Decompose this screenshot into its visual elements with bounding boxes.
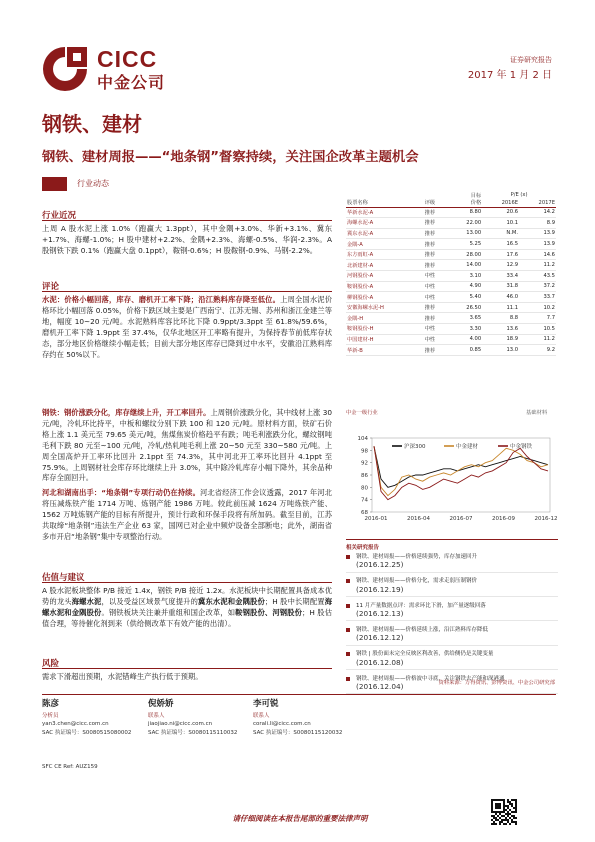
qr-module <box>497 799 499 801</box>
analyst-license: SAC 执证编号：S0080515080002 <box>42 729 132 736</box>
x-tick-label: 2016-12 <box>534 516 558 522</box>
related-report-title: 钢铁 | 股份面未完全反映区利改善，供给侧仍是关键变量 <box>356 651 494 658</box>
stock-highlight: 鞍钢股份、河钢股份 <box>235 607 303 617</box>
qr-module <box>513 821 515 823</box>
qr-module <box>507 799 509 801</box>
pe-2016e: 18.9 <box>482 334 519 345</box>
section-title-valuation: 估值与建议 <box>42 573 85 583</box>
qr-module <box>491 815 493 817</box>
qr-module <box>507 801 509 803</box>
qr-module <box>511 805 513 807</box>
related-report-title: 11 月产量数据点评：需求环比下滑，加产量逐级回落 <box>356 602 486 609</box>
qr-module <box>509 813 511 815</box>
qr-module <box>499 805 501 807</box>
analyst-license: SAC 执证编号：S0080115120032 <box>253 729 343 736</box>
stock-highlight: 海螺水泥 <box>71 596 102 606</box>
table-row <box>346 345 556 356</box>
related-report-title: 钢铁、建材周报——价格波中寻底，关注钢铁去产能和深港通 <box>356 675 505 682</box>
analyst-email[interactable]: corali.li@cicc.com.cn <box>253 721 311 728</box>
qr-module <box>515 823 517 825</box>
table-row <box>346 302 556 313</box>
qr-module <box>505 809 507 811</box>
series-line <box>374 446 548 500</box>
qr-module <box>501 815 503 817</box>
qr-module <box>509 803 511 805</box>
valuation-text: ；H 股估值合理，等待催化剂到来（供给侧改革下有效产能的出清）。 <box>42 607 333 628</box>
target-price: 3.65 <box>448 313 482 324</box>
qr-module <box>501 799 503 801</box>
related-report-date: (2016.12.08) <box>356 657 404 667</box>
chart-source: 基础材料 <box>526 410 548 416</box>
stock-name: 华新水泥-A <box>346 207 424 218</box>
related-report-item[interactable] <box>346 650 558 670</box>
logo-text-en: CICC <box>97 46 158 72</box>
ratings-table <box>346 191 556 356</box>
stock-name: 柳钢股份-A <box>346 292 424 303</box>
qr-module <box>515 799 517 801</box>
qr-module <box>493 823 495 825</box>
x-tick-label: 2016-09 <box>492 516 515 522</box>
legend-label: 中金钢铁 <box>510 444 533 450</box>
qr-module <box>495 803 497 805</box>
risk-text: 需求下滑超出预期，水泥错峰生产执行低于预期。 <box>42 672 203 681</box>
pe-2017e: 33.7 <box>519 292 556 303</box>
stock-name: 冀东水泥-A <box>346 228 424 239</box>
related-report-title: 钢铁、建材周报——价格延续强势，库存加速回升 <box>356 554 478 560</box>
rating: 推荐 <box>424 249 449 260</box>
stock-highlight: 海螺水泥和金隅股份 <box>42 596 333 617</box>
qr-module <box>513 815 515 817</box>
steel-paragraph <box>42 408 332 484</box>
qr-module <box>505 819 507 821</box>
qr-module <box>499 817 501 819</box>
legend-label: 中金建材 <box>456 444 479 450</box>
pe-2016e: 17.6 <box>482 249 519 260</box>
qr-module <box>511 799 513 801</box>
qr-module <box>509 809 511 811</box>
pe-2016e: 10.1 <box>482 218 519 229</box>
target-price: 4.90 <box>448 281 482 292</box>
stock-name: 金隅-A <box>346 239 424 250</box>
hebei-headline: 河北和湖南出手：“地条钢”专项行动仍在持续。 <box>42 488 200 497</box>
rating: 中性 <box>424 324 449 335</box>
pe-2017e: 13.9 <box>519 228 556 239</box>
pe-2016e: 13.6 <box>482 324 519 335</box>
chart-title: 中金一级行业 <box>346 410 378 416</box>
steel-headline: 钢铁：钢价涨跌分化，库存继续上升，开工率回升。 <box>42 408 211 417</box>
qr-module <box>493 815 495 817</box>
analyst-name: 陈彦 <box>42 699 60 709</box>
qr-module <box>497 815 499 817</box>
pe-2017e: 10.2 <box>519 302 556 313</box>
analyst-card <box>253 700 403 737</box>
y-tick-label: 98 <box>361 448 368 455</box>
bullet-icon <box>346 579 350 583</box>
table-header: 股票名称 <box>346 199 424 207</box>
pe-2017e: 8.9 <box>519 218 556 229</box>
qr-module <box>493 811 495 813</box>
section-divider <box>346 539 558 540</box>
qr-module <box>491 801 493 803</box>
qr-module <box>497 805 499 807</box>
qr-module <box>507 807 509 809</box>
qr-module <box>491 807 493 809</box>
pe-2016e: 11.1 <box>482 302 519 313</box>
target-price: 4.00 <box>448 334 482 345</box>
rating: 推荐 <box>424 239 449 250</box>
qr-module <box>515 801 517 803</box>
target-price: 3.30 <box>448 324 482 335</box>
qr-module <box>509 801 511 803</box>
qr-module <box>505 805 507 807</box>
rating: 推荐 <box>424 313 449 324</box>
x-tick-label: 2016-07 <box>449 516 473 522</box>
qr-module <box>515 805 517 807</box>
stock-name: 华新-B <box>346 345 424 356</box>
qr-module <box>499 813 501 815</box>
table-row <box>346 207 556 218</box>
qr-module <box>495 813 497 815</box>
qr-module <box>513 799 515 801</box>
pe-2016e: N.M. <box>482 228 519 239</box>
table-row <box>346 228 556 239</box>
qr-module <box>509 823 511 825</box>
qr-module <box>515 803 517 805</box>
table-header: 2017E <box>519 199 556 207</box>
bullet-icon <box>346 555 350 559</box>
qr-module <box>495 817 497 819</box>
industry-overview-text: 上周 A 股水泥上涨 1.0%（跑赢大 1.3ppt），其中金隅+3.0%、华新+3.1%、冀东+1.7%、海螺-1.0%；H 股中建材+2.2%、金隅+2.3%、海螺-0.5%、华润-2.3%。A 股钢铁下跌 0.1%（跑赢大盘 0.1ppt），鞍钢-0.6%；H 股鞍钢-0.9%、马钢-2.2%。 <box>42 224 332 255</box>
qr-module <box>497 807 499 809</box>
related-list <box>346 553 558 699</box>
bullet-icon <box>346 677 350 681</box>
rating: 推荐 <box>424 302 449 313</box>
related-report-date: (2016.12.04) <box>356 681 404 691</box>
qr-module <box>495 807 497 809</box>
section-title-risk: 风险 <box>42 659 60 669</box>
pe-2017e: 14.2 <box>519 207 556 218</box>
qr-module <box>515 821 517 823</box>
qr-module <box>507 821 509 823</box>
rating: 推荐 <box>424 207 449 218</box>
hebei-body: 河北省经济工作会议透露，2017 年河北将压减炼铁产能 1714 万吨、炼钢产能 1986 万吨。较此前压减 1624 万吨炼铁产能、1562 万吨炼钢产能的目标有所提升，预计行政和环保手段将有所加码。截至目前，江苏共取缔“地条钢”违法生产企业 63 家，国网已对企业中频炉设备全部断电；此外，湖南省多市开启“地条钢”集中专项整治行动。 <box>42 488 332 541</box>
series-line <box>374 446 548 495</box>
qr-module <box>503 819 505 821</box>
qr-module <box>499 823 501 825</box>
qr-module <box>491 811 493 813</box>
qr-module <box>499 799 501 801</box>
qr-module <box>493 821 495 823</box>
qr-module <box>513 807 515 809</box>
legend-label: 沪深300 <box>404 444 426 450</box>
target-price: 5.40 <box>448 292 482 303</box>
section-title-industry: 行业近况 <box>42 211 77 221</box>
analyst-email[interactable]: yan3.chen@cicc.com.cn <box>42 721 109 728</box>
pe-2016e: 13.0 <box>482 345 519 356</box>
qr-module <box>497 819 499 821</box>
qr-module <box>495 823 497 825</box>
section-divider <box>42 668 332 669</box>
rating: 中性 <box>424 271 449 282</box>
qr-module <box>507 819 509 821</box>
related-report-title: 钢铁、建材周报——价格延续上涨，沿江熟料库存降低 <box>356 626 489 633</box>
related-report-title: 钢铁、建材周报——价格分化，需求走弱压制钢价 <box>356 578 478 585</box>
report-title: 钢铁、建材周报——“地条钢”督察持续，关注国企改革主题机会 <box>42 150 419 165</box>
qr-module <box>499 803 501 805</box>
performance-chart <box>346 400 558 530</box>
qr-module <box>511 803 513 805</box>
section-divider <box>42 291 332 292</box>
table-row <box>346 218 556 229</box>
table-row <box>346 281 556 292</box>
pe-2016e: 12.9 <box>482 260 519 271</box>
qr-module <box>511 815 513 817</box>
rating: 中性 <box>424 292 449 303</box>
pe-2017e: 11.2 <box>519 260 556 271</box>
table-row <box>346 271 556 282</box>
qr-module <box>515 817 517 819</box>
cement-body: 上周全国水泥价格环比小幅回落 0.05%，价格下跌区域主要是广西南宁、江苏无锡、苏州和浙江金建兰等地，幅度 10~20 元/吨。水泥熟料库容比环比下降 0.9ppt/3.3ppt 至 61.8%/59.6%，磨机开工率下降 1.9ppt 至 37.4%，仅华北地区开工率略有提升，为保持春节前低库存状态，部分地区价格继续小幅走低；目前大部分地区库存已降到过中水平，安徽沿江熟料库存约在 50%以下。 <box>42 295 333 359</box>
pe-2016e: 20.6 <box>482 207 519 218</box>
qr-module <box>491 823 493 825</box>
related-report-item[interactable] <box>346 553 558 573</box>
qr-module <box>515 811 517 813</box>
stock-name: 金隅-H <box>346 313 424 324</box>
pe-2017e: 7.7 <box>519 313 556 324</box>
table-header: 2016E <box>482 199 519 207</box>
qr-module <box>491 805 493 807</box>
cicc-logo-icon <box>40 44 90 94</box>
section-title-comment: 评论 <box>42 282 60 292</box>
related-report-item[interactable] <box>346 577 558 597</box>
qr-module <box>503 801 505 803</box>
qr-module <box>499 807 501 809</box>
y-tick-label: 92 <box>361 460 368 467</box>
pe-2016e: 33.4 <box>482 271 519 282</box>
sfc-ref: SFC CE Ref: AUZ159 <box>42 764 98 770</box>
stock-name: 鞍钢股份-H <box>346 324 424 335</box>
pe-2016e: 16.5 <box>482 239 519 250</box>
qr-module <box>505 823 507 825</box>
qr-module <box>513 817 515 819</box>
related-report-date: (2016.12.12) <box>356 633 404 643</box>
tag-bar <box>42 177 67 191</box>
qr-module <box>493 799 495 801</box>
analyst-name: 倪娇娇 <box>148 699 174 709</box>
pe-2016e: 46.0 <box>482 292 519 303</box>
bullet-icon <box>346 652 350 656</box>
qr-module <box>493 817 495 819</box>
qr-module <box>511 819 513 821</box>
qr-module <box>503 809 505 811</box>
qr-module <box>515 809 517 811</box>
qr-module <box>497 811 499 813</box>
stock-name: 鞍钢股份-A <box>346 281 424 292</box>
qr-module <box>503 815 505 817</box>
stock-highlight: 冀东水泥和金隅股份 <box>198 596 265 606</box>
valuation-text: A 股水泥板块整体 P/B 接近 1.4x，钢铁 P/B 接近 1.2x。水泥板块中长期配置具备成本优势的龙头 <box>42 586 332 606</box>
pe-2016e: 31.8 <box>482 281 519 292</box>
table-row <box>346 292 556 303</box>
section-divider <box>42 220 332 221</box>
target-price: 0.85 <box>448 345 482 356</box>
qr-module <box>507 811 509 813</box>
qr-module <box>495 811 497 813</box>
target-price: 26.50 <box>448 302 482 313</box>
legal-disclaimer: 请仔细阅读在本报告尾部的重要法律声明 <box>232 814 368 823</box>
bullet-icon <box>346 604 350 608</box>
section-divider <box>42 582 332 583</box>
analyst-role: 联系人 <box>253 712 270 719</box>
qr-module <box>497 803 499 805</box>
rating: 中性 <box>424 281 449 292</box>
qr-module <box>491 803 493 805</box>
qr-module <box>511 811 513 813</box>
x-tick-label: 2016-01 <box>364 516 388 522</box>
target-price: 22.00 <box>448 218 482 229</box>
stock-name: 中国建材-H <box>346 334 424 345</box>
table-header: 评级 <box>424 199 449 207</box>
y-tick-label: 68 <box>361 510 368 516</box>
related-report-date: (2016.12.25) <box>356 560 404 570</box>
pe-2017e: 43.5 <box>519 271 556 282</box>
qr-module <box>503 803 505 805</box>
cement-headline: 水泥：价格小幅回落，库存、磨机开工率下降；沿江熟料库存降至低位。 <box>42 295 281 304</box>
sector-title: 钢铁、建材 <box>42 112 142 136</box>
valuation-text: ，以及受益区域景气度提升的 <box>101 596 199 606</box>
qr-module <box>501 821 503 823</box>
y-tick-label: 86 <box>361 473 368 479</box>
pe-2017e: 13.9 <box>519 239 556 250</box>
qr-module <box>505 813 507 815</box>
steel-body: 上周钢价涨跌分化，其中线材上涨 30 元/吨，冷轧环比持平，中板和螺纹分别下跌 100 和 120 元/吨。原材料方面，铁矿石价格上涨 1.1 美元至 79.65 美元/吨，焦煤焦炭价格趋平有跌；吨毛利涨跌分化，螺纹钢吨毛利下跌 80 元至~100 元/吨，冷轧/热轧吨毛利上涨 20~50 元至 330~580 元/吨。上周全国高炉开工率环比回升 2.1ppt 至 74.3%，其中河北开工率环比回升 4.1ppt 至 75.9%。上周钢材社会库存环比继续上升 3.0%，其中除冷轧库存小幅下降外，其余品种库存全面回升。 <box>42 408 332 483</box>
related-report-date: (2016.12.19) <box>356 584 404 594</box>
qr-code-icon <box>489 797 519 827</box>
table-row <box>346 313 556 324</box>
hebei-paragraph <box>42 488 332 543</box>
pe-2017e: 37.2 <box>519 281 556 292</box>
valuation-paragraph <box>42 586 332 630</box>
qr-module <box>491 819 493 821</box>
qr-module <box>491 799 493 801</box>
valuation-text: 。钢铁板块关注兼并重组和国企改革，如 <box>101 607 236 617</box>
table-row <box>346 324 556 335</box>
related-source-note: 资料来源：万得资讯、彭博资讯、中金公司研究部 <box>438 680 555 686</box>
target-price: 14.00 <box>448 260 482 271</box>
target-price: 8.80 <box>448 207 482 218</box>
qr-module <box>503 799 505 801</box>
table-row <box>346 249 556 260</box>
qr-module <box>491 809 493 811</box>
qr-module <box>495 799 497 801</box>
stock-name: 东方雨虹-A <box>346 249 424 260</box>
qr-module <box>505 817 507 819</box>
y-tick-label: 104 <box>357 436 368 442</box>
table-row <box>346 260 556 271</box>
analyst-license: SAC 执证编号：S0080115110032 <box>148 729 238 736</box>
qr-module <box>495 805 497 807</box>
qr-module <box>495 819 497 821</box>
qr-module <box>507 813 509 815</box>
qr-module <box>501 819 503 821</box>
qr-module <box>509 817 511 819</box>
analyst-name: 李可锐 <box>253 699 279 709</box>
rating: 推荐 <box>424 218 449 229</box>
valuation-text: ；H 股中长期配置 <box>264 596 325 606</box>
x-tick-label: 2016-04 <box>407 516 430 522</box>
related-title: 相关研究报告 <box>346 545 380 551</box>
pe-header: P/E (x) <box>510 192 528 198</box>
analyst-role: 分析员 <box>42 712 59 719</box>
y-tick-label: 74 <box>361 497 368 504</box>
qr-module <box>499 821 501 823</box>
table-row <box>346 239 556 250</box>
target-price: 3.10 <box>448 271 482 282</box>
analyst-role: 联系人 <box>148 712 165 719</box>
section-divider <box>42 694 556 695</box>
pe-2017e: 11.2 <box>519 334 556 345</box>
pe-2017e: 14.6 <box>519 249 556 260</box>
related-report-date: (2016.12.13) <box>356 609 404 619</box>
cement-paragraph <box>42 295 332 360</box>
stock-name: 河钢股份-A <box>346 271 424 282</box>
qr-module <box>511 821 513 823</box>
target-price: 28.00 <box>448 249 482 260</box>
report-tag: 行业动态 <box>77 179 109 188</box>
rating: 推荐 <box>424 228 449 239</box>
y-tick-label: 80 <box>361 485 368 492</box>
qr-module <box>513 811 515 813</box>
pe-2017e: 9.2 <box>519 345 556 356</box>
pe-2017e: 10.5 <box>519 324 556 335</box>
qr-module <box>503 805 505 807</box>
qr-module <box>507 805 509 807</box>
rating: 推荐 <box>424 345 449 356</box>
stock-name: 北新建材-A <box>346 260 424 271</box>
stock-name: 安徽海螺水泥-H <box>346 302 424 313</box>
target-price-label-top: 目标 <box>470 192 482 199</box>
related-report-item[interactable] <box>346 602 558 622</box>
rating: 推荐 <box>424 260 449 271</box>
qr-module <box>503 807 505 809</box>
bullet-icon <box>346 628 350 632</box>
qr-module <box>499 811 501 813</box>
target-price: 13.00 <box>448 228 482 239</box>
qr-module <box>503 823 505 825</box>
report-type: 证券研究报告 <box>510 56 552 64</box>
stock-name: 海螺水泥-A <box>346 218 424 229</box>
related-report-item[interactable] <box>346 626 558 646</box>
table-header: 价格 <box>448 199 482 207</box>
target-price: 5.25 <box>448 239 482 250</box>
report-date: 2017 年 1 月 2 日 <box>467 70 552 81</box>
qr-module <box>501 811 503 813</box>
rating: 中性 <box>424 334 449 345</box>
qr-module <box>515 807 517 809</box>
qr-module <box>507 815 509 817</box>
analyst-email[interactable]: jiaojiao.ni@cicc.com.cn <box>148 721 213 728</box>
table-row <box>346 334 556 345</box>
pe-2016e: 8.8 <box>482 313 519 324</box>
logo-text-cn: 中金公司 <box>97 73 166 92</box>
qr-module <box>503 811 505 813</box>
